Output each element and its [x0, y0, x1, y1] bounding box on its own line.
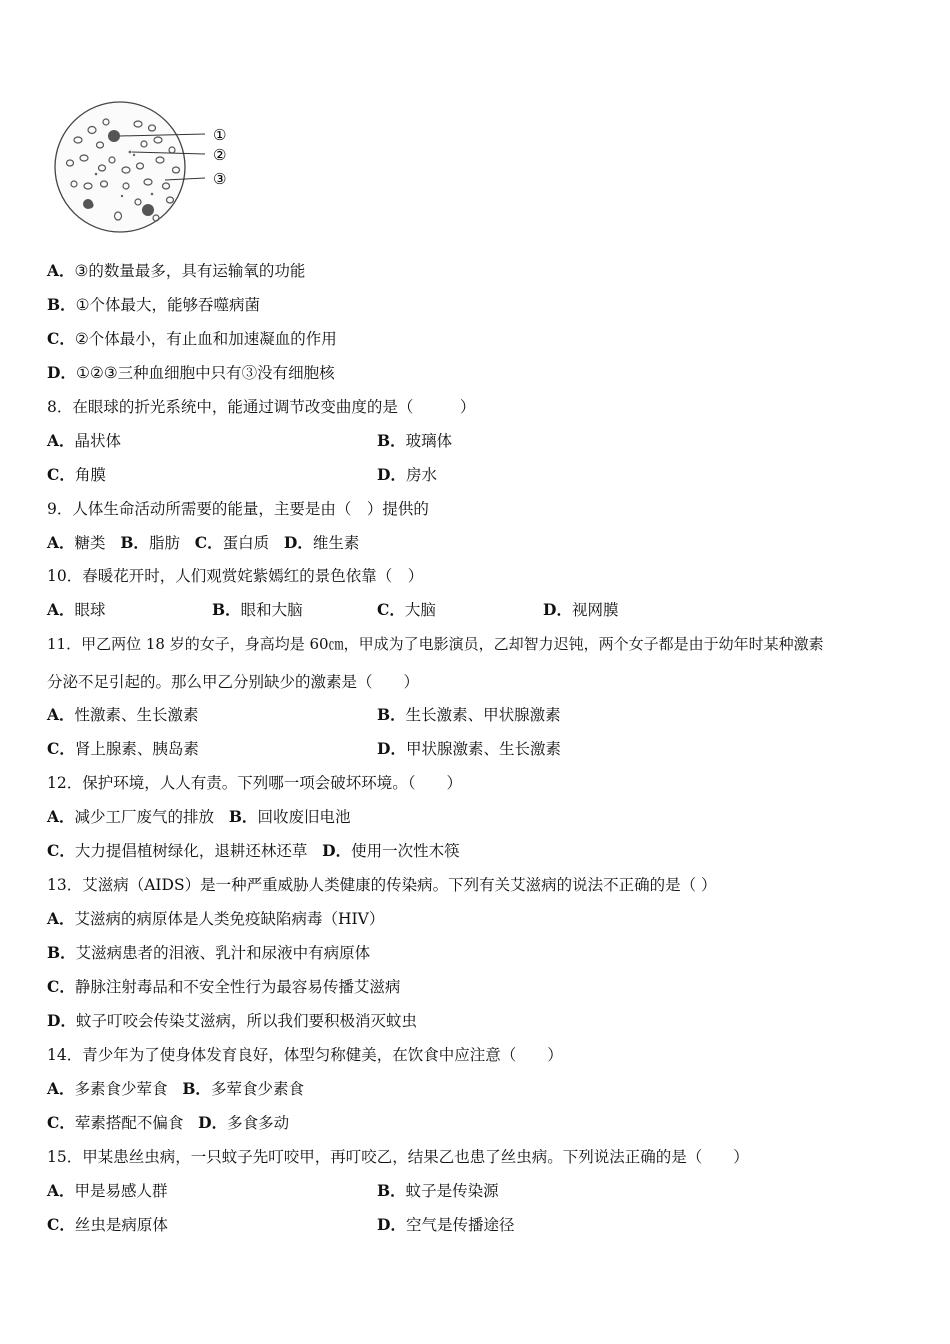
option-text: 甲状腺激素、生长激素 [405, 740, 561, 758]
option-label: A． [47, 807, 75, 826]
option-text: 玻璃体 [405, 432, 453, 450]
option-text: 多荤食少素食 [210, 1080, 304, 1098]
option-label: C． [194, 533, 223, 552]
option-label: B． [120, 533, 149, 552]
q15-option-a [47, 1181, 168, 1201]
q13-option-d [47, 1011, 417, 1031]
q11-option-a [47, 705, 199, 725]
option-label: A． [47, 261, 75, 280]
option-label: C． [47, 1215, 75, 1234]
blood-smear-figure [40, 100, 240, 235]
option-text: 角膜 [74, 466, 106, 484]
option-text: ①个体最大，能够吞噬病菌 [75, 296, 261, 314]
option-label: B． [47, 295, 76, 314]
q7-option-c [47, 329, 337, 349]
q15-option-c [47, 1215, 168, 1235]
option-label: B． [377, 705, 406, 724]
option-text: 脂肪 [148, 534, 180, 552]
option-label: D． [377, 739, 406, 758]
option-text: 空气是传播途径 [405, 1216, 515, 1234]
q10-option-d [543, 600, 618, 620]
q8-stem: 8．在眼球的折光系统中，能通过调节改变曲度的是（ ） [47, 398, 476, 416]
q7-option-b [47, 295, 260, 315]
option-label: D． [377, 465, 406, 484]
option-text: 甲是易感人群 [74, 1182, 168, 1200]
option-text: 肾上腺素、胰岛素 [74, 740, 199, 758]
q10-option-a [47, 600, 106, 620]
q15-stem: 15．甲某患丝虫病，一只蚊子先叮咬甲，再叮咬乙，结果乙也患了丝虫病。下列说法正确的是（ ） [47, 1148, 749, 1166]
option-label: A． [47, 1181, 75, 1200]
q9-options [47, 533, 359, 553]
option-label: D． [543, 600, 572, 619]
option-label: D． [377, 1215, 406, 1234]
q11-option-c [47, 739, 199, 759]
option-label: A． [47, 431, 75, 450]
option-text: 丝虫是病原体 [74, 1216, 168, 1234]
option-text: 蛋白质 [222, 534, 270, 552]
q13-stem: 13．艾滋病（AIDS）是一种严重威胁人类健康的传染病。下列有关艾滋病的说法不正确的是（ ） [47, 876, 717, 894]
q12-options-cd [47, 841, 460, 861]
option-text: 维生素 [312, 534, 360, 552]
q8-option-d [377, 465, 437, 485]
option-label: B． [377, 431, 406, 450]
option-label: D． [47, 1011, 76, 1030]
option-label: C． [377, 600, 405, 619]
option-text: ②个体最小，有止血和加速凝血的作用 [74, 330, 337, 348]
option-label: C． [47, 977, 75, 996]
option-label: C． [47, 841, 75, 860]
option-text: 大力提倡植树绿化，退耕还林还草 [74, 842, 308, 860]
option-label: B． [47, 943, 76, 962]
option-text: 房水 [405, 466, 437, 484]
option-text: 静脉注射毒品和不安全性行为最容易传播艾滋病 [74, 978, 401, 996]
option-label: D． [322, 841, 352, 860]
option-text: 艾滋病的病原体是人类免疫缺陷病毒（HIV） [74, 910, 385, 928]
option-label: C． [47, 1113, 75, 1132]
q7-option-a [47, 261, 305, 281]
marker-2: ② [213, 146, 227, 164]
option-text: ③的数量最多，具有运输氧的功能 [74, 262, 306, 280]
option-text: 减少工厂废气的排放 [74, 808, 215, 826]
option-label: B． [228, 807, 258, 826]
option-text: ①②③三种血细胞中只有③没有细胞核 [75, 364, 335, 382]
q13-option-c [47, 977, 400, 997]
option-label: B． [212, 600, 241, 619]
option-label: B． [377, 1181, 406, 1200]
q12-options-ab [47, 807, 350, 827]
option-label: A． [47, 533, 75, 552]
q11-option-b [377, 705, 561, 725]
option-text: 糖类 [74, 534, 106, 552]
q13-option-b [47, 943, 370, 963]
q14-stem: 14．青少年为了使身体发育良好，体型匀称健美，在饮食中应注意（ ） [47, 1046, 563, 1064]
option-text: 生长激素、甲状腺激素 [405, 706, 561, 724]
q10-option-c [377, 600, 436, 620]
option-text: 蚊子是传染源 [405, 1182, 499, 1200]
option-label: D． [283, 533, 313, 552]
option-text: 蚊子叮咬会传染艾滋病，所以我们要积极消灭蚊虫 [75, 1012, 417, 1030]
option-text: 视网膜 [571, 601, 619, 619]
q15-option-d [377, 1215, 514, 1235]
q10-stem: 10．春暖花开时，人们观赏姹紫嫣红的景色依靠（ ） [47, 567, 424, 585]
option-label: C． [47, 329, 75, 348]
q14-options-cd [47, 1113, 289, 1133]
option-text: 眼球 [74, 601, 106, 619]
option-text: 晶状体 [74, 432, 122, 450]
marker-1: ① [213, 126, 227, 144]
option-text: 大脑 [404, 601, 436, 619]
option-label: C． [47, 739, 75, 758]
q11-option-d [377, 739, 561, 759]
option-text: 回收废旧电池 [257, 808, 351, 826]
option-label: A． [47, 600, 75, 619]
option-text: 性激素、生长激素 [74, 706, 199, 724]
option-label: A． [47, 705, 75, 724]
q13-option-a [47, 909, 384, 929]
marker-3: ③ [213, 170, 227, 188]
q8-option-c [47, 465, 106, 485]
q8-option-a [47, 431, 121, 451]
option-text: 艾滋病患者的泪液、乳汁和尿液中有病原体 [75, 944, 371, 962]
q10-option-b [212, 600, 303, 620]
option-label: A． [47, 1079, 75, 1098]
q15-option-b [377, 1181, 499, 1201]
option-label: C． [47, 465, 75, 484]
q9-stem: 9．人体生命活动所需要的能量，主要是由（ ）提供的 [47, 500, 429, 518]
option-text: 眼和大脑 [240, 601, 303, 619]
option-text: 多食多动 [227, 1114, 290, 1132]
q14-options-ab [47, 1079, 304, 1099]
option-label: D． [47, 363, 76, 382]
option-text: 荤素搭配不偏食 [74, 1114, 184, 1132]
option-label: B． [182, 1079, 211, 1098]
option-label: A． [47, 909, 75, 928]
q11-stem-line1: 11．甲乙两位 18 岁的女子，身高均是 60㎝，甲成为了电影演员，乙却智力迟钝，两个女子都是由于幼年时某种激素 [47, 635, 824, 653]
q11-stem-line2: 分泌不足引起的。那么甲乙分别缺少的激素是（ ） [47, 673, 420, 691]
option-label: D． [198, 1113, 228, 1132]
option-text: 使用一次性木筷 [351, 842, 460, 860]
q12-stem: 12．保护环境，人人有责。下列哪一项会破坏环境。（ ） [47, 774, 462, 792]
option-text: 多素食少荤食 [74, 1080, 168, 1098]
q7-option-d [47, 363, 335, 383]
q8-option-b [377, 431, 452, 451]
